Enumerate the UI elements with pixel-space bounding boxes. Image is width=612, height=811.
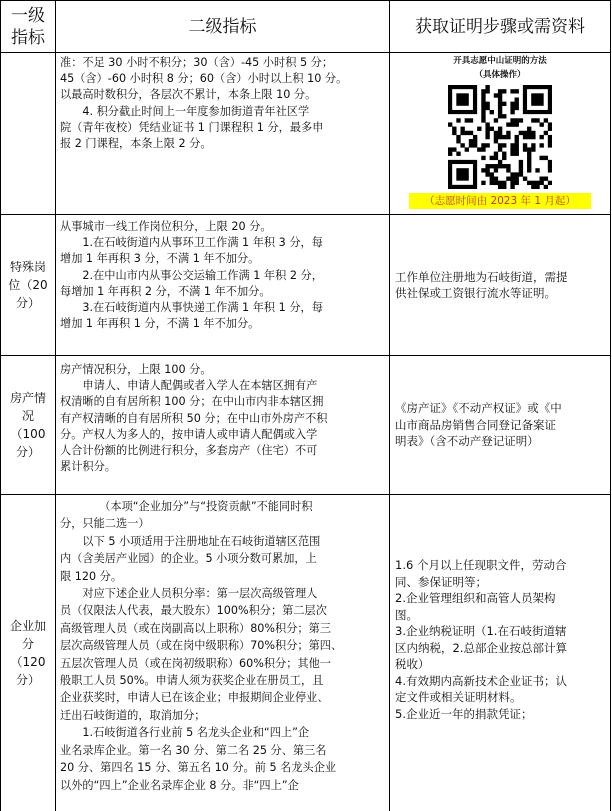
criteria-line: 申请人、申请人配偶或者入学人在本辖区拥有产 bbox=[82, 379, 318, 393]
criteria-line: 从事城市一线工作岗位积分，上限 20 分。 bbox=[60, 220, 272, 233]
category-label: （120 bbox=[10, 655, 46, 669]
evidence-line: 工作单位注册地为石岐街道，需提 bbox=[395, 269, 568, 284]
criteria-line: 分，只能二选一） bbox=[60, 517, 150, 531]
header-col-level1 bbox=[1, 1, 55, 52]
housing-evidence-cell bbox=[390, 356, 610, 494]
table-border-right bbox=[610, 0, 611, 811]
housing-criteria-cell bbox=[56, 356, 389, 494]
criteria-line: 分。产权人为多人的，按申请人或申请人配偶或入学 bbox=[60, 427, 318, 441]
category-label: 房产情 bbox=[9, 391, 46, 405]
criteria-line: 1.石岐街道各行业前 5 名龙头企业和“四上”企 bbox=[82, 726, 310, 740]
category-label: 况（100 bbox=[10, 409, 46, 441]
category-housing bbox=[1, 356, 55, 494]
criteria-line: 2.在中山市内从事公交运输工作满 1 年积 2 分， bbox=[82, 268, 323, 282]
criteria-line: 增加 1 年再积 3 分，不满 1 年不加分。 bbox=[60, 252, 260, 266]
criteria-line: 以下 5 小项适用于注册地址在石岐街道辖区范围 bbox=[82, 534, 321, 548]
criteria-line: 累计积分。 bbox=[60, 460, 116, 474]
volunteer-evidence-cell bbox=[390, 53, 610, 214]
enterprise-evidence-cell bbox=[390, 495, 610, 811]
category-label: 企业加 bbox=[9, 619, 46, 633]
evidence-line: 3.企业纳税证明（1.在石岐街道辖 bbox=[395, 624, 567, 638]
evidence-line: 区内纳税，2.总部企业按总部计算 bbox=[395, 640, 567, 655]
evidence-line: 1.6 个月以上任现职文件，劳动合 bbox=[395, 558, 567, 572]
criteria-line: 准：不足 30 小时不积分；30（含）-45 小时积 5 分； bbox=[60, 56, 334, 69]
special-criteria-cell bbox=[56, 215, 389, 355]
criteria-line: 业名录库企业。第一名 30 分、第二名 25 分、第三名 bbox=[60, 743, 327, 757]
criteria-line: 员（仅限法人代表，最大股东）100%积分；第二层次 bbox=[60, 604, 327, 618]
criteria-line: 般职工人员 50%。申请人须为获奖企业在册员工，且 bbox=[60, 674, 324, 688]
criteria-line: 内（含美居产业园）的企业。5 小项分数可累加，上 bbox=[60, 552, 317, 566]
evidence-line: 图。 bbox=[395, 607, 418, 622]
criteria-line: 增加 1 年再积 1 分，不满 1 年不加分。 bbox=[60, 317, 260, 331]
evidence-line: 税收） bbox=[395, 657, 430, 671]
criteria-line: 对应下述企业人员积分率：第一层次高级管理人 bbox=[82, 587, 318, 601]
header-col-level2 bbox=[56, 1, 389, 52]
enterprise-criteria-cell bbox=[56, 495, 389, 811]
criteria-line: 以最高时数积分，各层次不累计，本条上限 10 分。 bbox=[60, 88, 317, 102]
criteria-line: 3.在石岐街道内从事快递工作满 1 年积 1 分，每 bbox=[82, 301, 323, 315]
evidence-line: 同、参保证明等； bbox=[395, 574, 487, 589]
volunteer-criteria-cell bbox=[56, 53, 389, 214]
header-col-level1-label: 一级指标 bbox=[11, 5, 45, 48]
category-label: 分） bbox=[15, 445, 40, 459]
criteria-line: 20 分、第四名 15 分、第五名 10 分。前 5 名龙头企业 bbox=[60, 761, 337, 775]
criteria-line: 4. 积分截止时间上一年度参加街道青年社区学 bbox=[82, 104, 310, 118]
header-col-level2-label: 二级指标 bbox=[188, 16, 257, 37]
criteria-line: 高级管理人员（或在岗副高以上职称）80%积分；第三 bbox=[60, 621, 331, 635]
criteria-line: 房产情况积分，上限 100 分。 bbox=[60, 363, 212, 376]
criteria-line: 企业获奖时，申请人已在该企业；申报期间企业停业、 bbox=[60, 691, 329, 705]
header-col-evidence bbox=[390, 1, 610, 52]
category-label: 分） bbox=[15, 296, 40, 310]
evidence-line: 山市商品房销售合同登记备案证 bbox=[395, 417, 556, 432]
qr-caption-sub: （具体操作） bbox=[474, 70, 526, 80]
criteria-line: 以外的“四上”企业名录库企业 8 分。非“四上”企 bbox=[60, 778, 299, 792]
criteria-line: 报 2 门课程，本条上限 2 分。 bbox=[60, 137, 212, 151]
criteria-line: 有产权清晰的自有居所积 50 分；在中山市外房产不积 bbox=[60, 411, 328, 425]
qr-code-icon[interactable] bbox=[448, 85, 552, 189]
evidence-line: 4.有效期内高新技术企业证书；认 bbox=[395, 673, 567, 688]
criteria-line: （本项“企业加分”与“投资贡献”不能同时积 bbox=[99, 500, 313, 513]
evidence-line: 定文件或相关证明材料。 bbox=[395, 690, 522, 704]
category-label: 特殊岗 bbox=[9, 260, 46, 274]
category-label: 位（20 bbox=[8, 278, 48, 292]
category-label: 分 bbox=[21, 637, 34, 651]
category-special-posts bbox=[1, 215, 55, 355]
header-col-evidence-label: 获取证明步骤或需资料 bbox=[415, 16, 585, 37]
criteria-line: 权清晰的自有居所积 100 分；在中山市内非本辖区拥 bbox=[60, 395, 324, 409]
evidence-line: 《房产证》《不动产权证》或《中 bbox=[395, 401, 562, 416]
evidence-line: 5.企业近一年的捐款凭证； bbox=[395, 706, 533, 721]
criteria-line: 人合计份额的比例进行积分，多套房产（住宅）不可 bbox=[60, 444, 318, 458]
criteria-line: 层次高级管理人员（或在岗中级职称）70%积分；第四、 bbox=[60, 639, 343, 653]
criteria-line: 限 120 分。 bbox=[60, 569, 123, 583]
category-label: 分） bbox=[15, 673, 40, 687]
category-enterprise bbox=[1, 495, 55, 811]
criteria-line: 五层次管理人员（或在岗初级职称）60%积分；其他一 bbox=[60, 656, 331, 670]
criteria-line: 每增加 1 年再积 2 分，不满 1 年不加分。 bbox=[60, 284, 271, 298]
qr-caption: 开具志愿中山证明的方法 bbox=[453, 56, 547, 66]
volunteer-date-note: （志愿时间由 2023 年 1 月起） bbox=[409, 193, 591, 209]
criteria-line: 1.在石岐街道内从事环卫工作满 1 年积 3 分，每 bbox=[82, 236, 323, 250]
criteria-line: 院（青年夜校）凭结业证书 1 门课程积 1 分，最多申 bbox=[60, 120, 324, 134]
evidence-line: 2.企业管理组织和高管人员架构 bbox=[395, 591, 556, 605]
evidence-line: 明表》（含不动产登记证明） bbox=[395, 434, 539, 449]
criteria-line: 迁出石岐街道的，取消加分； bbox=[60, 708, 206, 722]
evidence-line: 供社保或工资银行流水等证明。 bbox=[395, 286, 556, 300]
criteria-line: 45（含）-60 小时积 8 分；60（含）小时以上积 10 分。 bbox=[60, 72, 348, 86]
special-evidence-cell bbox=[390, 215, 610, 355]
